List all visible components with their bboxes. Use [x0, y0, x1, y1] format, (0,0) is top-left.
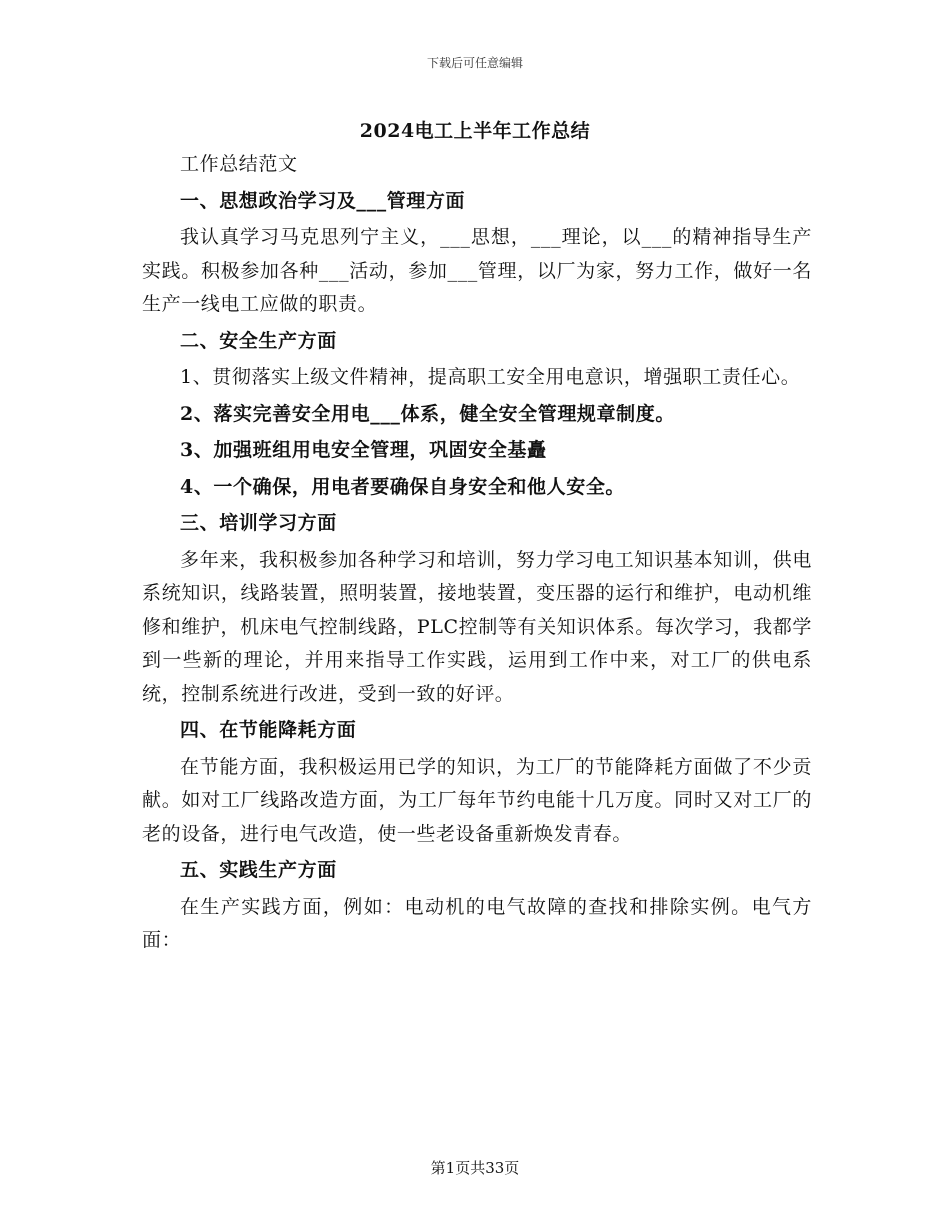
paragraph-2-item-4: 4、一个确保，用电者要确保自身安全和他人安全。: [180, 475, 626, 498]
page-footer: 第1页共33页: [430, 1159, 520, 1177]
section-heading-1: 一、思想政治学习及___管理方面: [180, 189, 466, 212]
section-heading-5: 五、实践生产方面: [180, 859, 337, 881]
section-heading-4: 四、在节能降耗方面: [180, 719, 357, 741]
document-body: [142, 148, 812, 961]
paragraph-intro: 工作总结范文: [180, 153, 298, 175]
paragraph-5: 在生产实践方面，例如：电动机的电气故障的查找和排除实例。电气方面：: [142, 895, 812, 951]
paragraph-3: 多年来，我积极参加各种学习和培训，努力学习电工知识基本知训，供电系统知识，线路装置，照明装置，接地装置，变压器的运行和维护，电动机维修和维护，机床电气控制线路，PLC控制等有关知识体系。每次学习，我都学到一些新的理论，并用来指导工作实践，运用到工作中来，对工厂的供电系统，控制系统进行改进，受到一致的好评。: [142, 548, 812, 705]
paragraph-1: 我认真学习马克思列宁主义，___思想，___理论，以___的精神指导生产实践。积极参加各种___活动，参加___管理，以厂为家，努力工作，做好一名生产一线电工应做的职责。: [142, 226, 812, 315]
section-heading-2: 二、安全生产方面: [180, 329, 337, 352]
paragraph-2-item-3: 3、加强班组用电安全管理，巩固安全基矗: [180, 439, 547, 461]
paragraph-2-item-1: 1、贯彻落实上级文件精神，提高职工安全用电意识，增强职工责任心。: [180, 366, 801, 388]
header-note: 下载后可任意编辑: [426, 56, 523, 70]
paragraph-2-item-2: 2、落实完善安全用电___体系，健全安全管理规章制度。: [180, 402, 675, 425]
document-title: 2024电工上半年工作总结: [359, 120, 591, 142]
paragraph-4: 在节能方面，我积极运用已学的知识，为工厂的节能降耗方面做了不少贡献。如对工厂线路改造方面，为工厂每年节约电能十几万度。同时又对工厂的老的设备，进行电气改造，使一些老设备重新焕发青春。: [142, 755, 812, 845]
section-heading-3: 三、培训学习方面: [180, 512, 337, 534]
